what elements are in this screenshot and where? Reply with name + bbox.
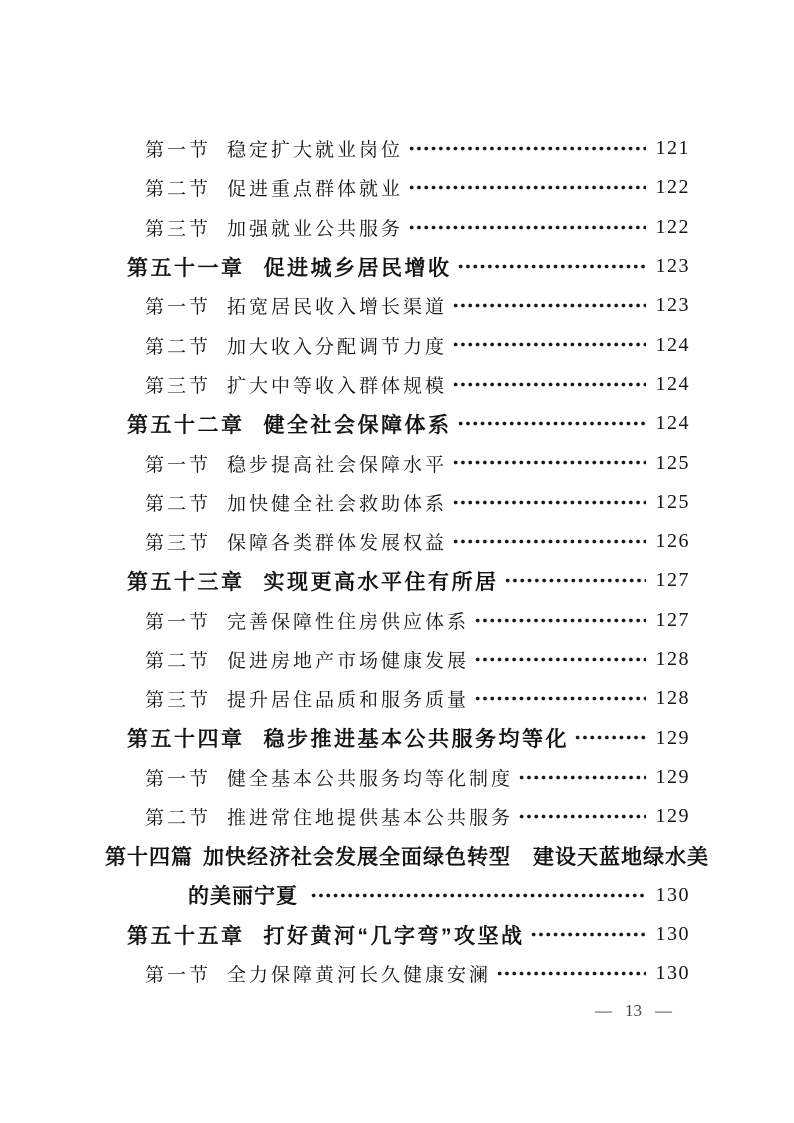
entry-title: 全力保障黄河长久健康安澜 <box>227 965 492 987</box>
dot-leader <box>452 522 645 561</box>
entry-title: 健全基本公共服务均等化制度 <box>227 768 514 790</box>
entry-page-number: 125 <box>655 451 690 474</box>
entry-title: 扩大中等收入群体规模 <box>227 375 448 397</box>
entry-page-number: 129 <box>655 765 690 788</box>
toc-entry <box>105 640 690 679</box>
entry-label: 第三节 <box>145 218 212 240</box>
entry-title: 健全社会保障体系 <box>263 413 452 437</box>
toc-entry <box>105 404 690 443</box>
toc-entry <box>105 483 690 522</box>
entry-page-number: 128 <box>655 687 690 710</box>
dot-leader <box>474 601 645 640</box>
entry-page-number: 125 <box>655 490 690 513</box>
entry-page-number: 130 <box>655 962 690 985</box>
dot-leader <box>452 286 645 325</box>
entry-label: 第一节 <box>145 965 212 987</box>
entry-page-number: 127 <box>655 608 690 631</box>
entry-title: 稳定扩大就业岗位 <box>227 140 404 162</box>
entry-page-number: 127 <box>655 569 690 592</box>
entry-title: 促进城乡居民增收 <box>263 256 452 280</box>
entry-label: 第三节 <box>145 690 212 712</box>
toc-list <box>105 129 709 994</box>
dot-leader <box>518 758 645 797</box>
footer-page-number <box>595 1001 672 1021</box>
entry-title: 提升居住品质和服务质量 <box>227 690 470 712</box>
entry-label: 第一节 <box>145 768 212 790</box>
toc-entry <box>105 679 690 718</box>
toc-entry <box>105 129 690 168</box>
dot-leader <box>408 168 645 207</box>
entry-label: 第五十三章 <box>127 570 245 594</box>
dot-leader <box>457 404 646 443</box>
entry-label: 第五十五章 <box>127 924 245 948</box>
toc-entry <box>105 443 690 482</box>
toc-entry-part-line1 <box>105 836 709 875</box>
toc-entry <box>105 208 690 247</box>
toc-entry <box>105 915 690 954</box>
entry-title: 打好黄河“几字弯”攻坚战 <box>263 924 525 948</box>
dot-leader <box>408 208 645 247</box>
footer-dash-left: — <box>595 1001 612 1020</box>
entry-page-number: 124 <box>655 372 690 395</box>
entry-label: 第一节 <box>145 297 212 319</box>
entry-page-number: 124 <box>655 412 690 435</box>
toc-entry <box>105 718 690 757</box>
toc-entry <box>105 758 690 797</box>
entry-title: 促进房地产市场健康发展 <box>227 651 470 672</box>
entry-label: 第一节 <box>145 611 212 633</box>
toc-entry <box>105 601 690 640</box>
dot-leader <box>457 247 646 286</box>
toc-entry <box>105 797 690 836</box>
entry-page-number: 130 <box>655 883 690 906</box>
dot-leader <box>504 561 646 600</box>
dot-leader <box>408 129 645 168</box>
entry-title: 稳步提高社会保障水平 <box>227 454 448 476</box>
entry-page-number: 126 <box>655 530 690 553</box>
entry-title: 加快经济社会发展全面绿色转型 建设天蓝地绿水美 <box>203 845 709 869</box>
dot-leader <box>452 443 645 482</box>
entry-title: 稳步推进基本公共服务均等化 <box>263 728 569 752</box>
entry-label: 第十四篇 <box>105 845 193 869</box>
entry-label: 第一节 <box>145 454 212 476</box>
dot-leader <box>530 915 646 954</box>
entry-page-number: 128 <box>655 648 690 670</box>
dot-leader <box>452 483 645 522</box>
dot-leader <box>518 797 645 836</box>
entry-title: 促进重点群体就业 <box>227 179 404 201</box>
entry-title: 保障各类群体发展权益 <box>227 533 448 555</box>
toc-entry <box>105 954 690 993</box>
entry-page-number: 129 <box>655 726 690 749</box>
entry-title: 拓宽居民收入增长渠道 <box>227 297 448 319</box>
entry-label: 第五十二章 <box>127 413 245 437</box>
entry-label: 第三节 <box>145 375 212 397</box>
toc-entry <box>105 522 690 561</box>
dot-leader <box>574 718 646 757</box>
entry-page-number: 124 <box>655 333 690 356</box>
entry-title: 加快健全社会救助体系 <box>227 493 448 515</box>
entry-page-number: 122 <box>655 215 690 238</box>
entry-label: 第二节 <box>145 336 212 358</box>
entry-label: 第二节 <box>145 808 212 830</box>
entry-title: 加大收入分配调节力度 <box>227 336 448 358</box>
toc-entry-part-line2 <box>105 876 690 915</box>
entry-page-number: 123 <box>655 294 690 317</box>
entry-label: 第三节 <box>145 533 212 555</box>
entry-page-number: 129 <box>655 805 690 828</box>
entry-title: 加强就业公共服务 <box>227 218 404 240</box>
entry-page-number: 122 <box>655 176 690 199</box>
entry-label: 第五十四章 <box>127 728 245 752</box>
dot-leader <box>452 365 645 404</box>
entry-label: 第二节 <box>145 179 212 201</box>
entry-title-continued: 的美丽宁夏 <box>188 885 298 909</box>
footer-page-number-value: 13 <box>625 1001 642 1020</box>
toc-entry <box>105 325 690 364</box>
dot-leader <box>496 954 645 993</box>
entry-title: 实现更高水平住有所居 <box>263 570 499 594</box>
entry-title: 完善保障性住房供应体系 <box>227 611 470 633</box>
dot-leader <box>474 679 645 718</box>
dot-leader <box>452 325 645 364</box>
dot-leader <box>310 876 646 915</box>
entry-page-number: 121 <box>655 137 690 160</box>
entry-page-number: 123 <box>655 255 690 278</box>
footer-dash-right: — <box>655 1001 672 1020</box>
entry-label: 第二节 <box>145 651 212 672</box>
toc-entry <box>105 561 690 600</box>
toc-entry <box>105 365 690 404</box>
entry-label: 第二节 <box>145 493 212 515</box>
entry-label: 第一节 <box>145 140 212 162</box>
toc-entry <box>105 247 690 286</box>
toc-entry <box>105 286 690 325</box>
entry-page-number: 130 <box>655 923 690 946</box>
entry-title: 推进常住地提供基本公共服务 <box>227 808 514 830</box>
dot-leader <box>474 640 645 679</box>
toc-entry <box>105 168 690 207</box>
entry-label: 第五十一章 <box>127 256 245 280</box>
